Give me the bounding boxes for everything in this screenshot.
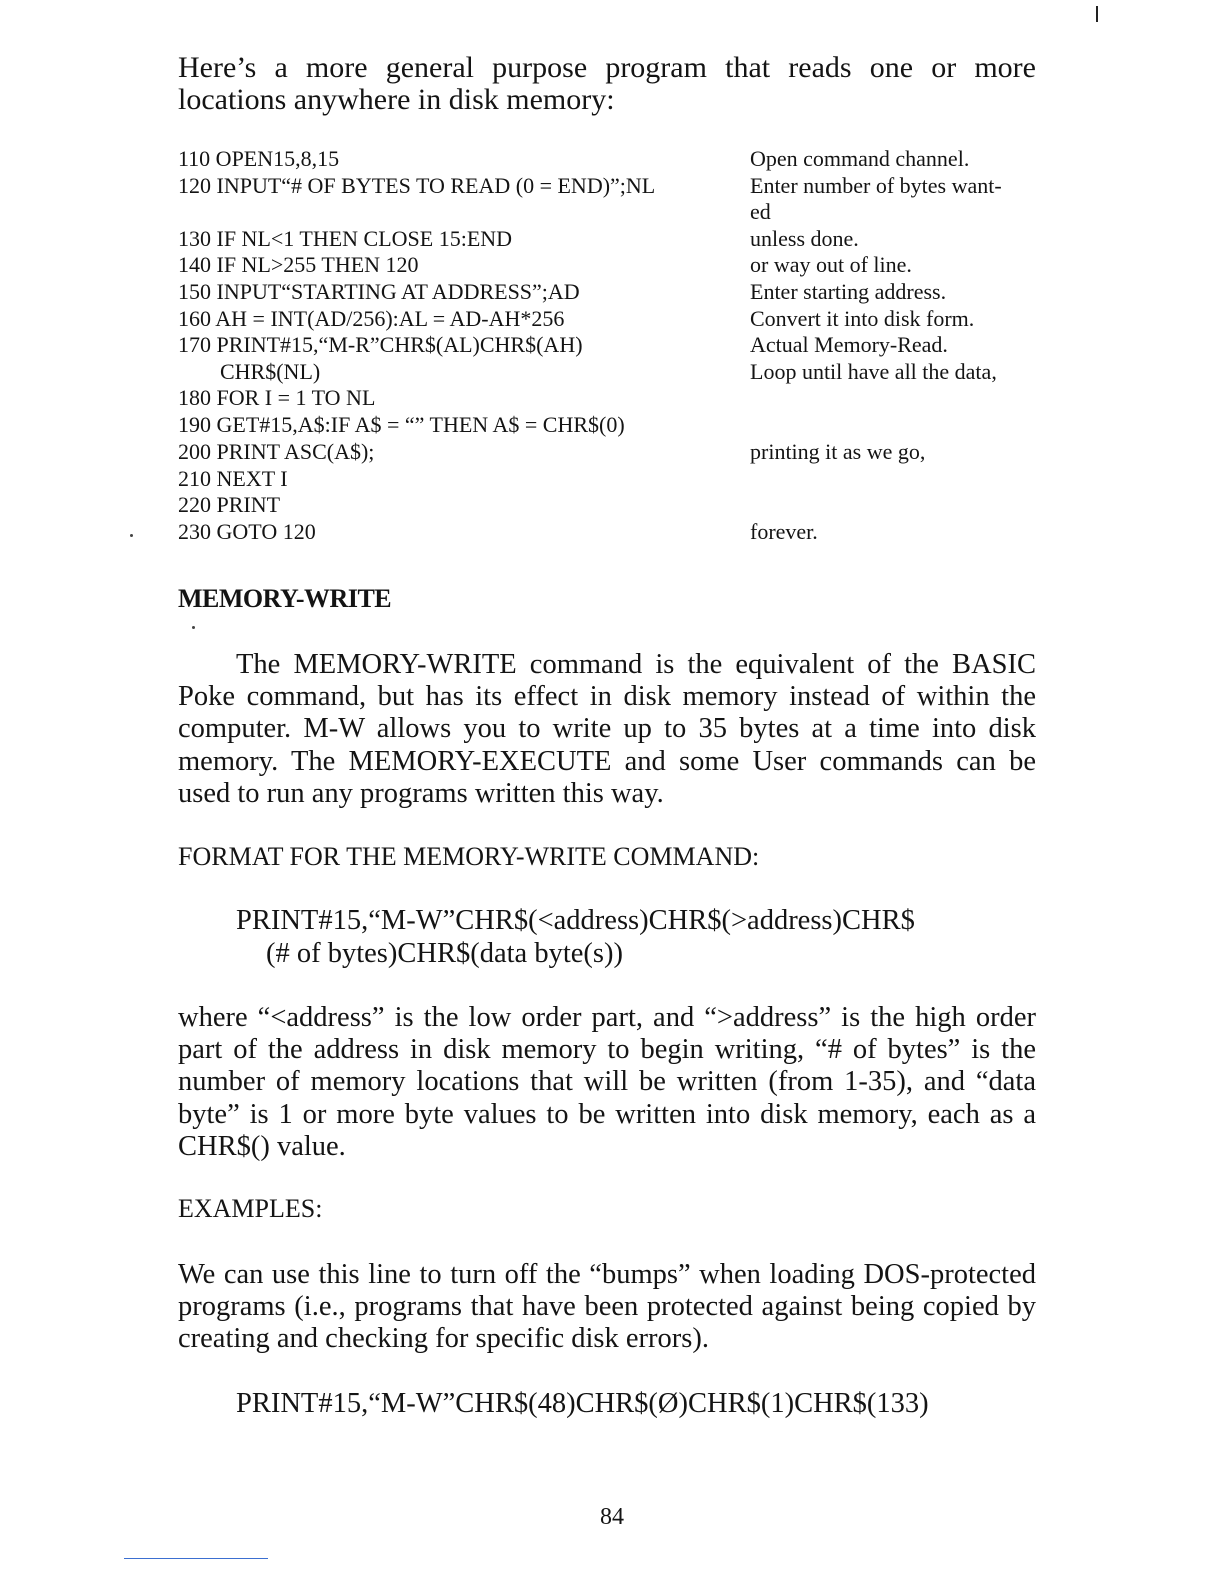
listing-row bbox=[178, 519, 1038, 546]
listing-row bbox=[178, 385, 1038, 412]
format-syntax-line: (# of bytes)CHR$(data byte(s)) bbox=[266, 938, 623, 969]
listing-row bbox=[178, 279, 1038, 306]
code-line: CHR$(NL) bbox=[220, 358, 321, 384]
memory-write-description: The MEMORY-WRITE command is the equivalent of the BASIC Poke command, but has its effect in disk memory instead of within the computer. M-W allows you to write up to 35 bytes at a time into disk memory. The MEMORY-EXECUTE and some User commands can be used to run any programs written this way. bbox=[178, 649, 1036, 809]
code-comment: forever. bbox=[750, 518, 818, 544]
code-line: 220 PRINT bbox=[178, 492, 281, 518]
code-comment: or way out of line. bbox=[750, 252, 912, 278]
code-line: 230 GOTO 120 bbox=[178, 518, 316, 544]
code-comment: Enter starting address. bbox=[750, 278, 947, 304]
listing-row bbox=[178, 226, 1038, 253]
listing-row bbox=[178, 359, 1038, 386]
listing-row bbox=[178, 173, 1038, 200]
footer-rule bbox=[124, 1558, 268, 1559]
examples-label: EXAMPLES: bbox=[178, 1194, 323, 1223]
format-syntax-line: PRINT#15,“M-W”CHR$(<address)CHR$(>address)CHR$ bbox=[236, 905, 915, 936]
code-comment: Open command channel. bbox=[750, 146, 970, 171]
format-syntax bbox=[236, 904, 915, 970]
parameters-description: where “<address” is the low order part, and “>address” is the high order part of the address in disk memory to begin writing, “# of bytes” is the number of memory locations that will be written (from 1-35), and “data byte” is 1 or more byte values to be written into disk memory, each as a CHR$() value. bbox=[178, 1002, 1036, 1162]
code-line: 160 AH = INT(AD/256):AL = AD-AH*256 bbox=[178, 305, 565, 331]
code-line: 130 IF NL<1 THEN CLOSE 15:END bbox=[178, 225, 513, 251]
code-comment: Loop until have all the data, bbox=[750, 358, 997, 384]
code-comment: Actual Memory-Read. bbox=[750, 332, 948, 358]
page-number: 84 bbox=[600, 1504, 624, 1530]
example-description: We can use this line to turn off the “bumps” when loading DOS-protected programs (i.e., programs that have been protected against being copied by creating and checking for specific disk errors). bbox=[178, 1259, 1036, 1355]
listing-row bbox=[178, 492, 1038, 519]
listing-row bbox=[178, 306, 1038, 333]
code-line: 210 NEXT I bbox=[178, 465, 288, 491]
code-line: 200 PRINT ASC(A$); bbox=[178, 438, 375, 464]
code-line: 110 OPEN15,8,15 bbox=[178, 146, 340, 171]
example-code-line: PRINT#15,“M-W”CHR$(48)CHR$(Ø)CHR$(1)CHR$(133) bbox=[236, 1388, 929, 1419]
listing-row bbox=[178, 439, 1038, 466]
code-comment: Convert it into disk form. bbox=[750, 305, 975, 331]
format-label: FORMAT FOR THE MEMORY-WRITE COMMAND: bbox=[178, 842, 760, 871]
code-line: 170 PRINT#15,“M-R”CHR$(AL)CHR$(AH) bbox=[178, 332, 583, 358]
section-heading: MEMORY-WRITE bbox=[178, 584, 392, 613]
listing-row bbox=[178, 252, 1038, 279]
program-listing bbox=[178, 146, 1038, 545]
code-comment: printing it as we go, bbox=[750, 438, 926, 464]
intro-paragraph: Here’s a more general purpose program that reads one or more locations anywhere in disk memory: bbox=[178, 51, 1036, 116]
code-line: 180 FOR I = 1 TO NL bbox=[178, 385, 376, 411]
listing-row bbox=[178, 199, 1038, 226]
code-line: 190 GET#15,A$:IF A$ = “” THEN A$ = CHR$(0) bbox=[178, 411, 625, 437]
code-comment: Enter number of bytes want- bbox=[750, 172, 1002, 198]
code-line: 150 INPUT“STARTING AT ADDRESS”;AD bbox=[178, 278, 580, 304]
listing-row bbox=[178, 412, 1038, 439]
listing-row bbox=[178, 332, 1038, 359]
code-line: 140 IF NL>255 THEN 120 bbox=[178, 252, 419, 278]
code-comment: unless done. bbox=[750, 225, 859, 251]
scan-artifact-dot bbox=[130, 534, 133, 537]
listing-row bbox=[178, 466, 1038, 493]
listing-row bbox=[178, 146, 1038, 173]
code-line: 120 INPUT“# OF BYTES TO READ (0 = END)”;NL bbox=[178, 172, 656, 198]
code-comment: ed bbox=[750, 199, 771, 225]
scan-artifact-mark bbox=[1096, 6, 1098, 22]
scan-artifact-dot bbox=[192, 626, 195, 629]
